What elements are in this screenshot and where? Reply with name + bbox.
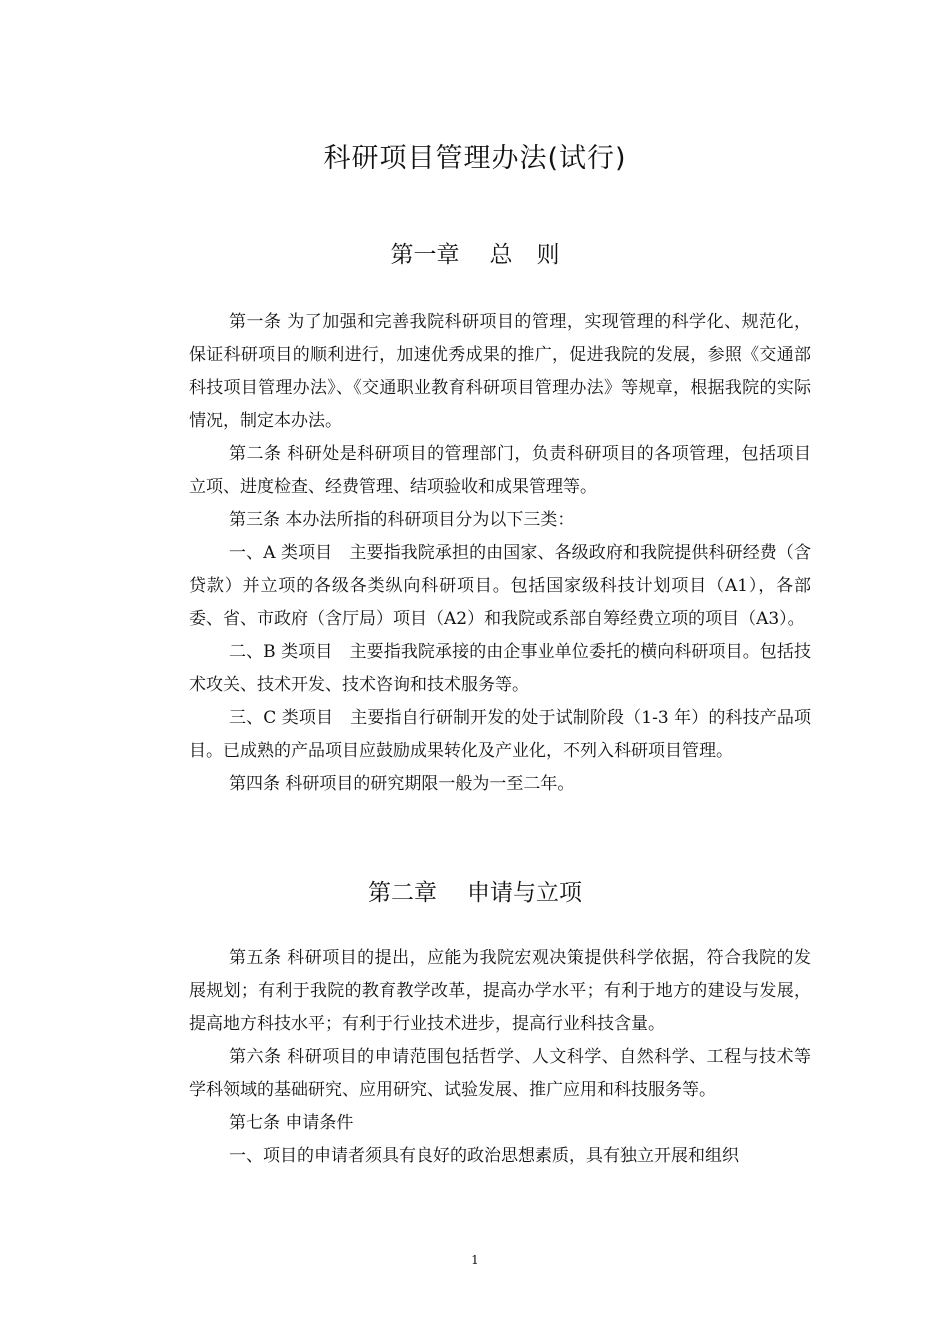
article-paragraph: 第五条 科研项目的提出，应能为我院宏观决策提供科学依据，符合我院的发展规划；有利于我院的教育教学改革，提高办学水平；有利于地方的建设与发展，提高地方科技水平；有利于行业技术进步，提高行业科技含量。	[189, 948, 811, 1034]
clause-paragraph: 一、项目的申请者须具有良好的政治思想素质，具有独立开展和组织	[229, 1146, 739, 1166]
chapter-label: 第一章	[390, 242, 460, 268]
article-paragraph: 第一条 为了加强和完善我院科研项目的管理，实现管理的科学化、规范化，保证科研项目的顺利进行，加速优秀成果的推广，促进我院的发展，参照《交通部科技项目管理办法》、《交通职业教育科研项目管理办法》等规章，根据我院的实际情况，制定本办法。	[189, 312, 811, 431]
chapter-heading	[0, 874, 950, 907]
article-paragraph: 第三条 本办法所指的科研项目分为以下三类：	[229, 510, 575, 530]
document-title: 科研项目管理办法(试行)	[323, 143, 627, 174]
article-paragraph: 第七条 申请条件	[229, 1113, 354, 1133]
clause-paragraph: 三、C 类项目 主要指自行研制开发的处于试制阶段（1-3 年）的科技产品项目。已成熟的产品项目应鼓励成果转化及产业化，不列入科研项目管理。	[189, 708, 811, 761]
clause-paragraph: 二、B 类项目 主要指我院承接的由企事业单位委托的横向科研项目。包括技术攻关、技术开发、技术咨询和技术服务等。	[189, 642, 811, 695]
article-paragraph: 第二条 科研处是科研项目的管理部门，负责科研项目的各项管理，包括项目立项、进度检查、经费管理、结项验收和成果管理等。	[189, 444, 811, 497]
chapter-name: 总则	[489, 242, 584, 268]
chapter-body	[189, 306, 811, 801]
chapter-name: 申请与立项	[467, 880, 582, 906]
chapter-body	[189, 942, 811, 1173]
article-paragraph: 第四条 科研项目的研究期限一般为一至二年。	[229, 774, 575, 794]
clause-paragraph: 一、A 类项目 主要指我院承担的由国家、各级政府和我院提供科研经费（含贷款）并立项的各级各类纵向科研项目。包括国家级科技计划项目（A1），各部委、省、市政府（含厅局）项目（A2）和我院或系部自筹经费立项的项目（A3）。	[189, 543, 811, 629]
chapter-heading	[0, 236, 950, 269]
article-paragraph: 第六条 科研项目的申请范围包括哲学、人文科学、自然科学、工程与技术等学科领域的基础研究、应用研究、试验发展、推广应用和科技服务等。	[189, 1047, 811, 1100]
page-number: 1	[471, 1253, 479, 1267]
chapter-label: 第二章	[368, 880, 437, 906]
